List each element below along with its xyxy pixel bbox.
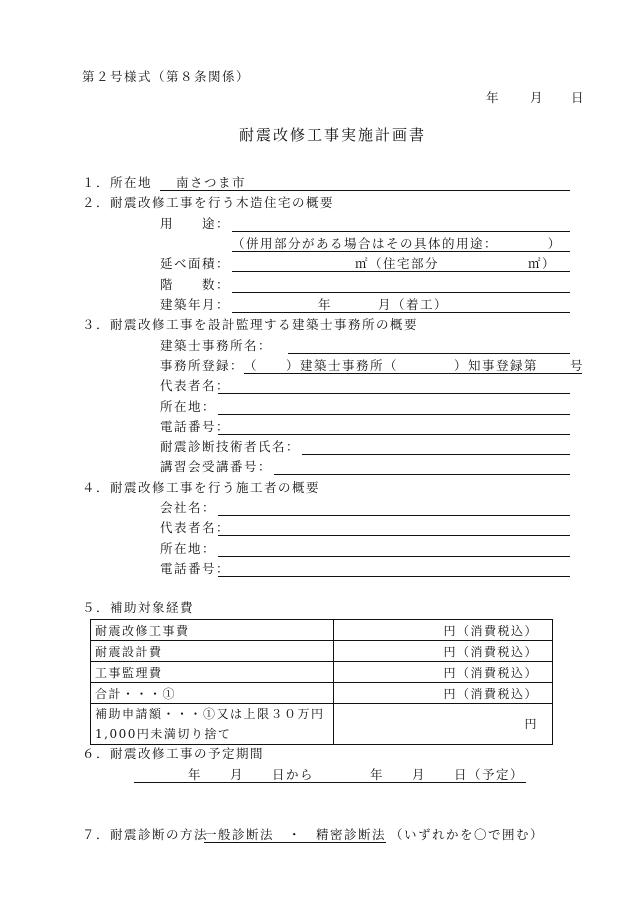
- cost-amount: 円（消費税込）: [334, 641, 553, 662]
- date-day: 日: [571, 90, 586, 105]
- s3-course: 講習会受講番号：: [160, 459, 273, 474]
- s4-rep: 代表者名：: [160, 520, 231, 535]
- cost-amount: 円（消費税込）: [334, 662, 553, 683]
- s7-heading: ７．耐震診断の方法: [82, 827, 209, 842]
- s2-use-note: （併用部分がある場合はその具体的用途： ）: [232, 236, 562, 251]
- s4-tel-underline: [218, 576, 570, 577]
- s2-use-label: 用 途：: [160, 216, 231, 231]
- s1-heading: １．所在地: [82, 175, 153, 190]
- s6-heading: ６．耐震改修工事の予定期間: [82, 746, 265, 761]
- s2-built-year: 年: [318, 297, 333, 312]
- s3-tech-underline: [302, 454, 570, 455]
- s4-rep-underline: [218, 535, 570, 536]
- subsidy-label: [91, 704, 334, 745]
- s3-office-underline: [288, 353, 570, 354]
- s1-value: 南さつま市: [176, 175, 247, 190]
- subsidy-line2: 1,000円未満切り捨て: [95, 727, 232, 741]
- cost-table: [90, 619, 553, 745]
- s4-addr: 所在地：: [160, 541, 217, 556]
- cost-label: 工事監理費: [91, 662, 334, 683]
- s2-floors-label: 階 数：: [160, 277, 231, 292]
- s3-tel: 電話番号：: [160, 419, 231, 434]
- s3-addr-underline: [218, 414, 570, 415]
- page-title: 耐震改修工事実施計画書: [239, 126, 427, 144]
- s1-underline: [160, 190, 570, 191]
- s2-area-label: 延べ面積：: [160, 256, 231, 271]
- s3-addr: 所在地：: [160, 399, 217, 414]
- s2-built-label: 建築年月：: [160, 297, 231, 312]
- s2-area-underline: [232, 271, 570, 272]
- table-row: [91, 641, 553, 662]
- s3-tech: 耐震診断技術者氏名：: [160, 439, 301, 454]
- s7-note: （いずれかを〇で囲む）: [390, 827, 545, 842]
- s2-area-unit1: ㎡（住宅部分: [355, 256, 440, 271]
- table-row: [91, 620, 553, 641]
- subsidy-amount: 円: [334, 704, 553, 745]
- s2-area-unit2: ㎡）: [528, 256, 557, 271]
- form-number: 第２号様式（第８条関係）: [82, 69, 251, 84]
- s2-built-underline: [232, 312, 570, 313]
- s3-reg-text: （ ）建築士事務所（ ）知事登録第: [244, 358, 539, 373]
- table-row: [91, 662, 553, 683]
- s2-use-underline: [232, 231, 570, 232]
- s3-rep-underline: [218, 393, 570, 394]
- cost-amount: 円（消費税込）: [334, 683, 553, 704]
- s4-company-underline: [218, 515, 570, 516]
- date-month: 月: [530, 90, 545, 105]
- cost-label: 合計・・・①: [91, 683, 334, 704]
- s2-heading: ２．耐震改修工事を行う木造住宅の概要: [82, 195, 335, 210]
- s2-built-month: 月（着工）: [378, 297, 449, 312]
- s3-reg-suffix: 号: [570, 358, 585, 373]
- s7-methods-underline: [204, 842, 386, 843]
- s6-period: 年 月 日から 年 月 日（予定）: [188, 767, 525, 782]
- s3-course-underline: [274, 474, 570, 475]
- s4-addr-underline: [218, 556, 570, 557]
- s2-floors-underline: [232, 292, 570, 293]
- s2-use-note-underline: [232, 251, 570, 252]
- s3-rep: 代表者名：: [160, 378, 231, 393]
- s5-heading: ５．補助対象経費: [82, 600, 195, 615]
- cost-label: 耐震改修工事費: [91, 620, 334, 641]
- s3-tel-underline: [218, 434, 570, 435]
- s3-reg-label: 事務所登録：: [160, 358, 245, 373]
- cost-amount: 円（消費税込）: [334, 620, 553, 641]
- date-year: 年: [486, 90, 501, 105]
- s7-methods: 一般診断法 ・ 精密診断法: [204, 827, 387, 842]
- cost-label: 耐震設計費: [91, 641, 334, 662]
- s6-underline: [134, 782, 526, 783]
- s3-reg-underline: [244, 373, 582, 374]
- s4-heading: ４．耐震改修工事を行う施工者の概要: [82, 480, 321, 495]
- s3-heading: ３．耐震改修工事を設計監理する建築士事務所の概要: [82, 317, 419, 332]
- s3-office-name: 建築士事務所名：: [160, 338, 273, 353]
- subsidy-line1: 補助申請額・・・①又は上限３０万円: [95, 707, 325, 721]
- table-row: [91, 704, 553, 745]
- table-row: [91, 683, 553, 704]
- s4-tel: 電話番号：: [160, 561, 231, 576]
- s4-company: 会社名：: [160, 500, 217, 515]
